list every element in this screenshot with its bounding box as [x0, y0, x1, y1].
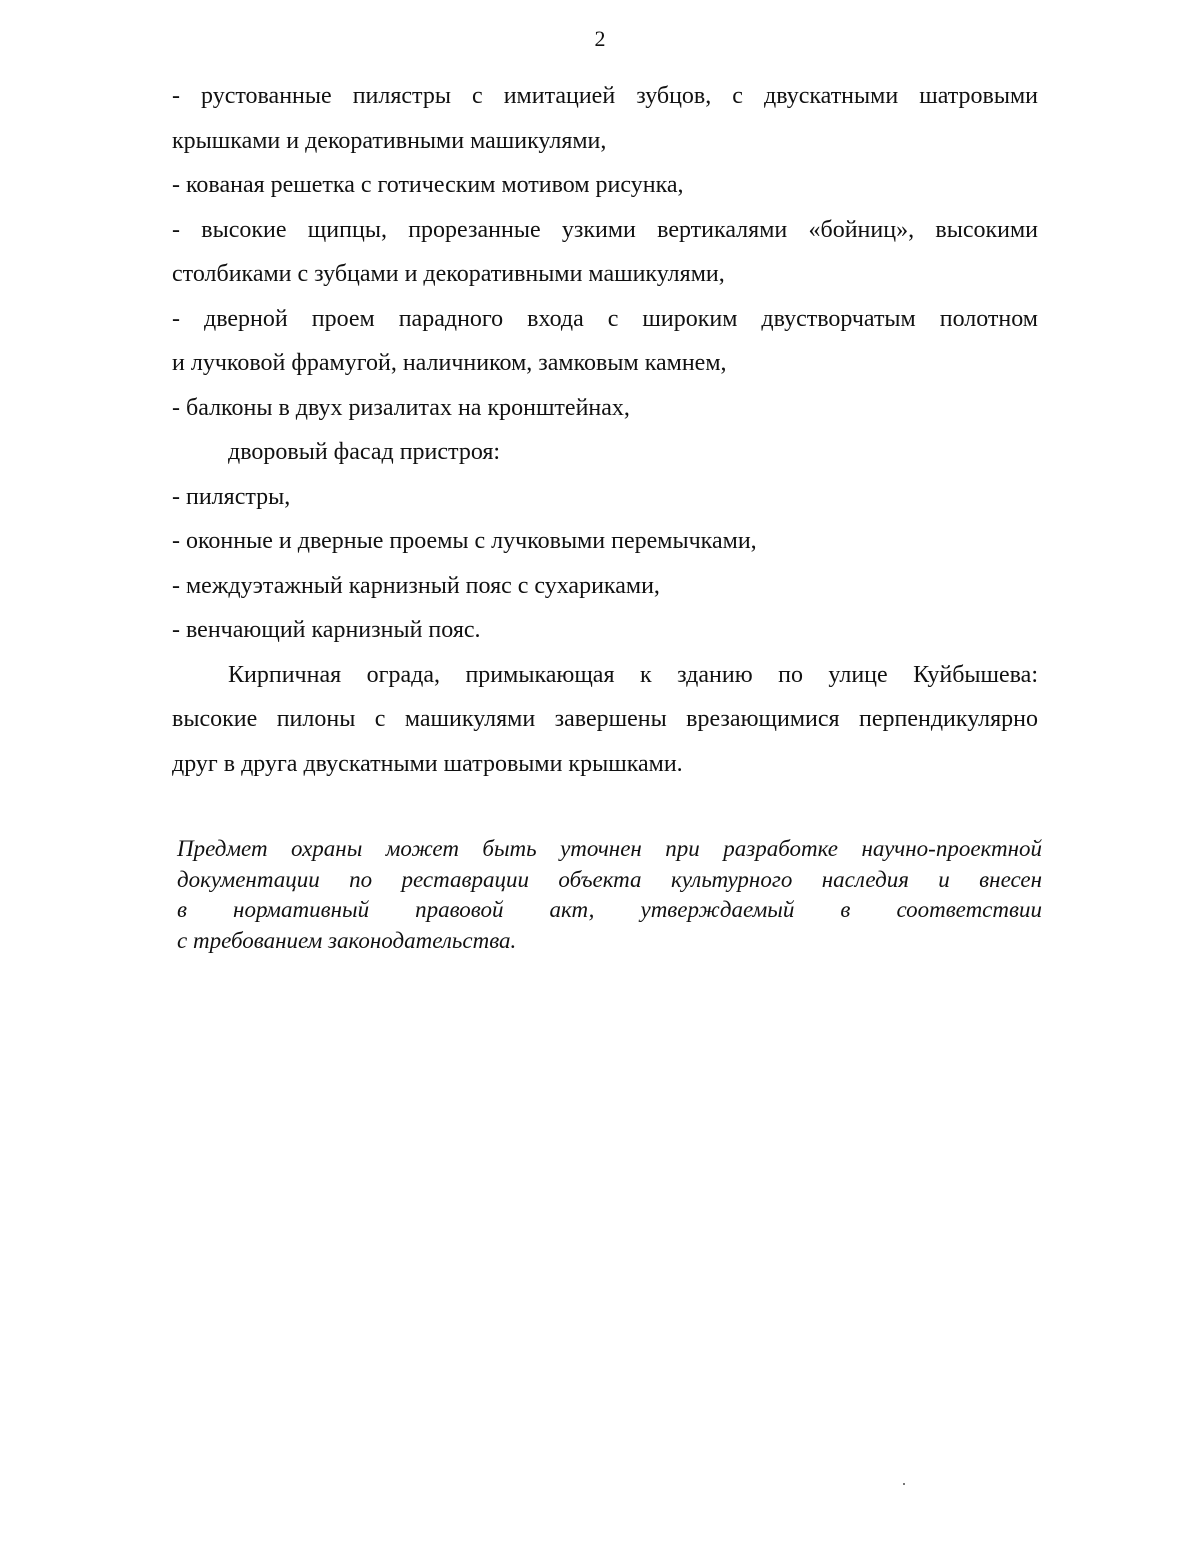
note-line: в нормативный правовой акт, утверждаемый в соответствии: [177, 897, 1042, 922]
list-item-main-doorway: - дверной проем парадного входа с широким двустворчатым полотном: [172, 305, 1038, 332]
protection-subject-note: [177, 834, 1042, 956]
note-line: документации по реставрации объекта культурного наследия и внесен: [177, 866, 1042, 892]
paragraph-continuation: друг в друга двускатными шатровыми крышками.: [172, 750, 683, 777]
page-number: 2: [594, 26, 606, 51]
list-item-high-gables: - высокие щипцы, прорезанные узкими вертикалями «бойниц», высокими: [172, 216, 1038, 243]
list-item-interfloor-cornice: - междуэтажный карнизный пояс с сухариками,: [172, 572, 660, 599]
note-line: с требованием законодательства.: [177, 927, 517, 953]
document-body: [172, 74, 1038, 786]
list-item-balconies: - балконы в двух ризалитах на кронштейнах,: [172, 394, 630, 421]
list-item-rusticated-pilasters: - рустованные пилястры с имитацией зубцов, с двускатными шатровыми: [172, 83, 1038, 109]
scan-speck: [903, 1483, 905, 1485]
list-item-continuation: крышками и декоративными машикулями,: [172, 127, 607, 154]
list-item-forged-grille: - кованая решетка с готическим мотивом рисунка,: [172, 172, 684, 198]
list-item-continuation: и лучковой фрамугой, наличником, замковым камнем,: [172, 350, 727, 376]
list-item-continuation: столбиками с зубцами и декоративными машикулями,: [172, 261, 725, 287]
list-item-pilasters: - пилястры,: [172, 483, 291, 510]
note-line: Предмет охраны может быть уточнен при разработке научно-проектной: [177, 836, 1042, 861]
list-item-window-door-openings: - оконные и дверные проемы с лучковыми перемычками,: [172, 528, 757, 554]
list-item-crowning-cornice: - венчающий карнизный пояс.: [172, 617, 481, 643]
paragraph-brick-fence: Кирпичная ограда, примыкающая к зданию по улице Куйбышева:: [228, 661, 1038, 688]
section-heading-courtyard-facade: дворовый фасад пристроя:: [228, 439, 501, 465]
paragraph-continuation: высокие пилоны с машикулями завершены врезающимися перпендикулярно: [172, 706, 1038, 732]
